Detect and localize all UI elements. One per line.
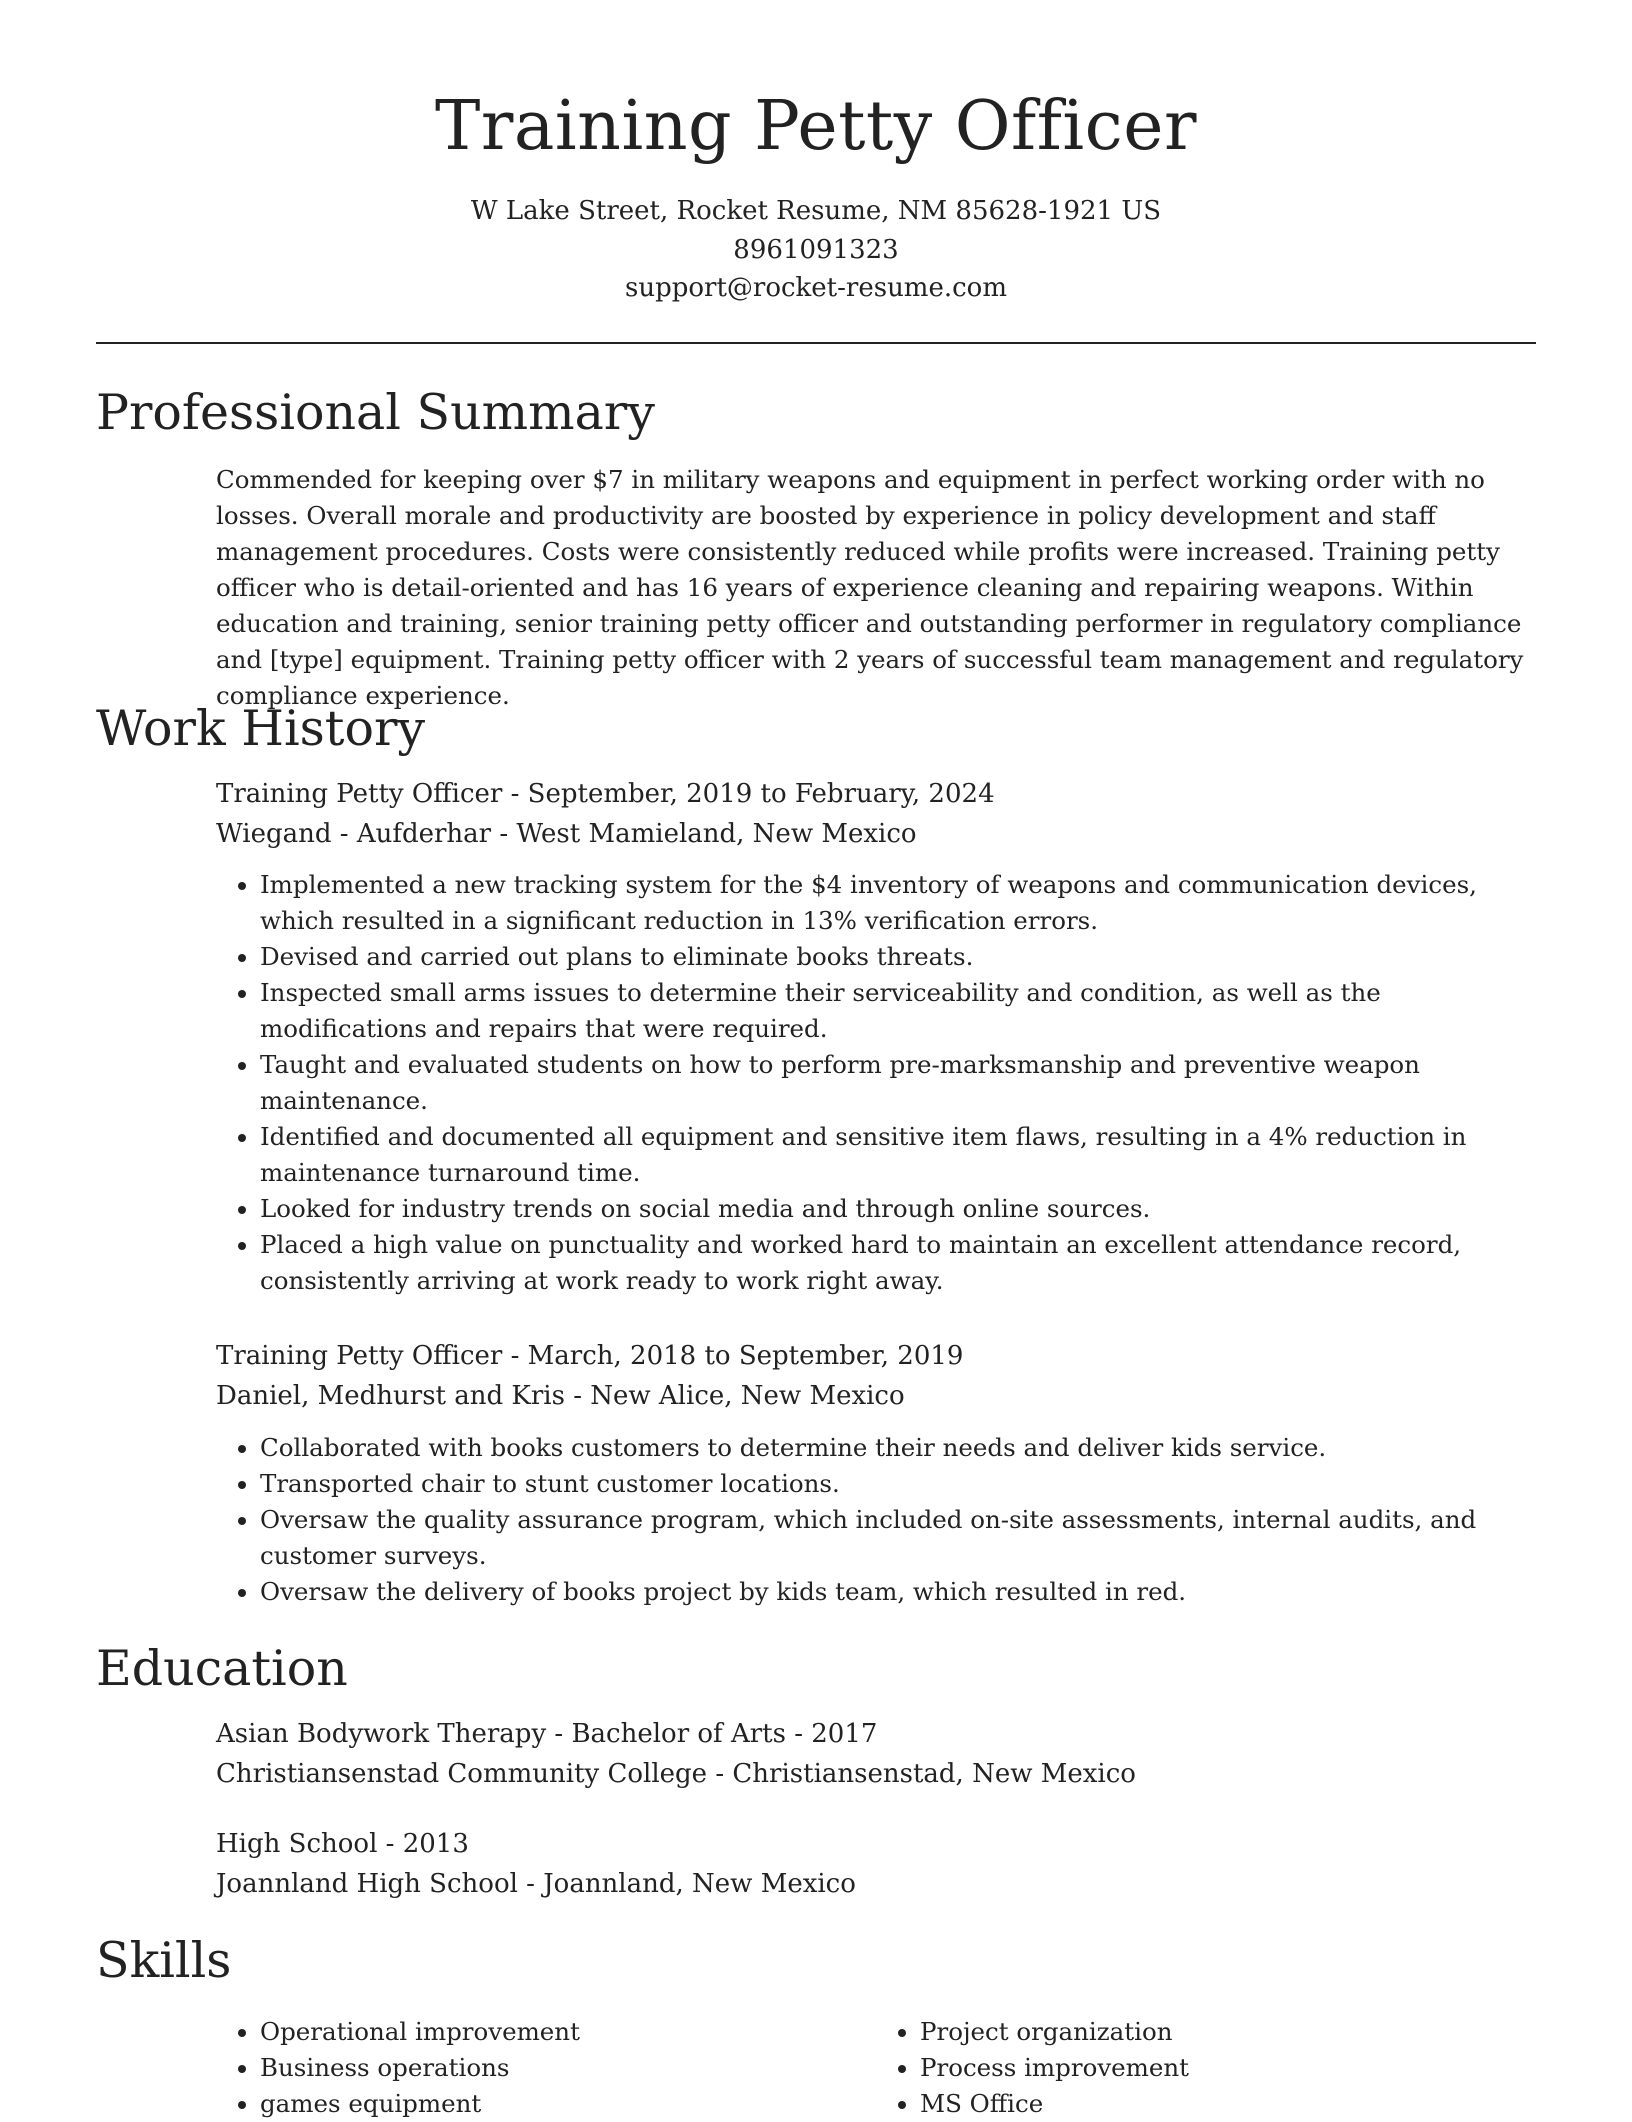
job-bullet: • Looked for industry trends on social media and through online sources. [260, 1191, 1536, 1227]
education-location: - Joannland, New Mexico [517, 1869, 856, 1899]
education-degree: High School [216, 1829, 378, 1859]
skill-item: • Business operations [260, 2050, 876, 2086]
job-employer: Daniel, Medhurst and Kris [216, 1381, 565, 1411]
skills-list-right [876, 2014, 1536, 2122]
job-bullets [216, 867, 1536, 1299]
education-location: - Christiansenstad, New Mexico [707, 1759, 1136, 1789]
education-entry-2 [216, 1824, 1536, 1904]
skills-heading: Skills [96, 1932, 232, 1989]
job-bullets [216, 1430, 1536, 1610]
contact-address: W Lake Street, Rocket Resume, NM 85628-1921 US [470, 196, 1162, 226]
job-bullet: • Placed a high value on punctuality and worked hard to maintain an excellent attendance record, consistently arriving at work ready to work right away. [260, 1227, 1536, 1299]
job-location: - New Alice, New Mexico [564, 1381, 905, 1411]
contact-email: support@rocket-resume.com [624, 273, 1007, 303]
summary-heading: Professional Summary [96, 384, 655, 441]
skills-section [216, 2014, 1536, 2122]
skill-item: • Project organization [920, 2014, 1536, 2050]
job-bullet: • Implemented a new tracking system for the $4 inventory of weapons and communication devices, which resulted in a significant reduction in 13% verification errors. [260, 867, 1536, 939]
job-title: Training Petty Officer [216, 1341, 503, 1371]
summary-section [216, 462, 1536, 714]
education-school: Christiansenstad Community College [216, 1759, 708, 1789]
job-bullet: • Taught and evaluated students on how to perform pre-marksmanship and preventive weapon maintenance. [260, 1047, 1536, 1119]
job-employer-line [216, 814, 1536, 854]
resume-name: Training Petty Officer [435, 87, 1197, 166]
header-divider [96, 342, 1536, 344]
job-bullet: • Devised and carried out plans to eliminate books threats. [260, 939, 1536, 975]
contact-phone: 8961091323 [733, 234, 899, 265]
education-school: Joannland High School [216, 1869, 518, 1899]
job-dates: - September, 2019 to February, 2024 [502, 779, 995, 809]
education-school-line [216, 1864, 1536, 1904]
education-heading: Education [96, 1640, 348, 1697]
job-entry-1 [216, 774, 1536, 1299]
skill-item: • Process improvement [920, 2050, 1536, 2086]
summary-text: Commended for keeping over $7 in military weapons and equipment in perfect working order with no losses. Overall morale and productivity are boosted by experience in policy development and staff management procedures. Costs were consistently reduced while profits were increased. Training petty officer who is detail-oriented and has 16 years of experience cleaning and repairing weapons. Within education and training, senior training petty officer and outstanding performer in regulatory compliance and [type] equipment. Training petty officer with 2 years of successful team management and regulatory compliance experience. [216, 465, 1524, 710]
skill-item: • Operational improvement [260, 2014, 876, 2050]
education-degree-line [216, 1824, 1536, 1864]
work-history-heading: Work History [96, 700, 426, 757]
job-title-line [216, 774, 1536, 814]
education-year: - 2013 [377, 1829, 469, 1859]
job-bullet: • Inspected small arms issues to determine their serviceability and condition, as well as the modifications and repairs that were required. [260, 975, 1536, 1047]
skills-list-left [216, 2014, 876, 2122]
job-entry-2 [216, 1336, 1536, 1610]
skill-item: • MS Office [920, 2086, 1536, 2122]
education-degree: Asian Bodywork Therapy - Bachelor of Arts [216, 1719, 786, 1749]
job-bullet: • Oversaw the delivery of books project by kids team, which resulted in red. [260, 1574, 1536, 1610]
job-title: Training Petty Officer [216, 779, 503, 809]
education-entry-1 [216, 1714, 1536, 1794]
skill-item: • games equipment [260, 2086, 876, 2122]
job-bullet: • Identified and documented all equipment and sensitive item flaws, resulting in a 4% reduction in maintenance turnaround time. [260, 1119, 1536, 1191]
job-bullet: • Oversaw the quality assurance program, which included on-site assessments, internal audits, and customer surveys. [260, 1502, 1536, 1574]
job-dates: - March, 2018 to September, 2019 [502, 1341, 964, 1371]
job-location: - West Mamieland, New Mexico [491, 819, 917, 849]
job-title-line [216, 1336, 1536, 1376]
education-year: - 2017 [785, 1719, 878, 1749]
job-bullet: • Transported chair to stunt customer locations. [260, 1466, 1536, 1502]
education-degree-line [216, 1714, 1536, 1754]
contact-info [0, 192, 1632, 308]
job-bullet: • Collaborated with books customers to determine their needs and deliver kids service. [260, 1430, 1536, 1466]
education-school-line [216, 1754, 1536, 1794]
job-employer: Wiegand - Aufderhar [216, 819, 492, 849]
job-employer-line [216, 1376, 1536, 1416]
